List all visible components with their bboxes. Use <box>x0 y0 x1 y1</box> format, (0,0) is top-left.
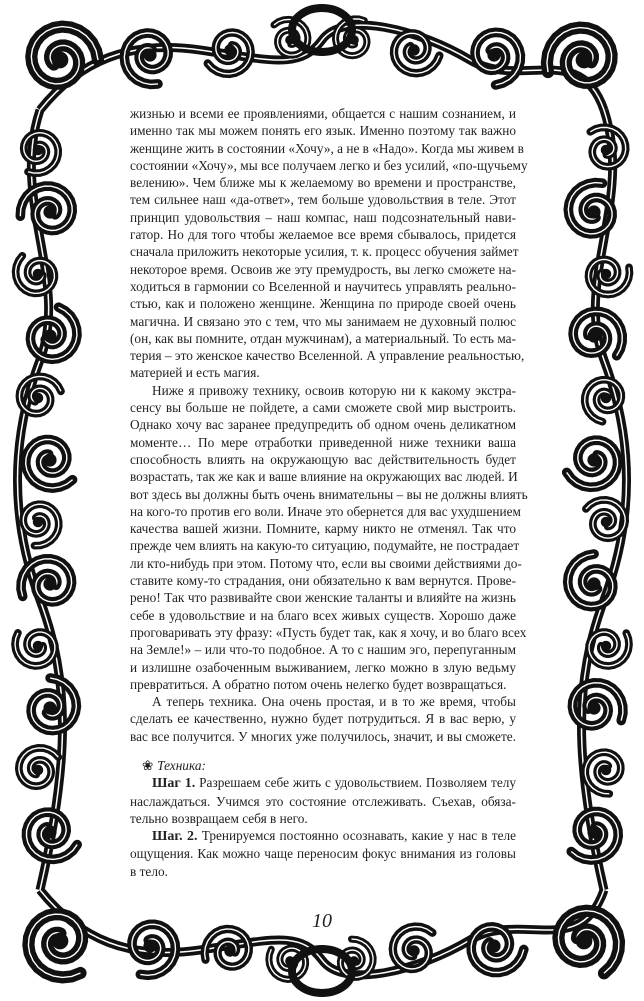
step-text: Разрешаем себе жить с удовольствием. Позволяем телу <box>199 775 517 791</box>
text-line: жизнью и всеми ее проявлениями, общается с нашим сознанием, и <box>130 106 516 121</box>
text-line: А теперь техника. Она очень простая, и в то же время, чтобы <box>152 694 516 710</box>
text-line: качества вашей жизни. Помните, карму никто не отменял. Так что <box>130 521 516 537</box>
page-number: 10 <box>312 910 332 932</box>
text-line: тельно возвращаем себя в него. <box>130 810 308 826</box>
scroll-center <box>487 939 500 952</box>
text-line: проговаривать эту фразу: «Пусть будет так, как я хочу, и во благо всех <box>130 624 527 640</box>
text-line: тем сильнее наш «да-ответ», тем больше удовольствия в теле. Этот <box>130 192 516 208</box>
scroll-center <box>43 453 56 466</box>
text-line: превратиться. А обратно потом очень нелегко будет возвращаться. <box>130 676 507 692</box>
scroll-center <box>143 48 156 61</box>
scroll-center <box>587 453 600 466</box>
text-line: именно так мы можем понять его язык. Именно поэтому так важно <box>130 123 516 139</box>
text-line: ходиться в гармонии со Вселенной и научитесь управлять реально- <box>130 278 516 294</box>
technique-step <box>130 827 516 880</box>
scroll-center <box>587 329 600 342</box>
text-line: велению». Чем ближе мы к желаемому во времени и пространстве, <box>130 175 516 191</box>
scroll-center <box>576 933 593 950</box>
scroll-center <box>408 44 419 55</box>
text-line: материей и есть магия. <box>130 365 260 381</box>
scroll-center <box>576 52 593 69</box>
text-line: моменте… По мере отработки приведенной ниже техники ваша <box>130 434 516 450</box>
text-line <box>130 774 516 792</box>
scroll-center <box>43 205 56 218</box>
flower-ornament-icon: ❀ <box>142 757 154 773</box>
text-line: (он, как вы помните, отдан мужчинам), а материальный. То есть ма- <box>130 330 516 346</box>
scroll-center <box>52 933 69 950</box>
scroll-center <box>587 701 600 714</box>
scroll-center <box>601 641 612 652</box>
text-line: возрастать, так же как и ваше влияние на окружающих вас людей. И <box>130 469 518 485</box>
text-line: некоторое время. Освоив же эту премудрость, вы легко сможете на- <box>130 261 516 277</box>
scroll-center <box>601 145 612 156</box>
scroll-center <box>33 641 44 652</box>
scroll-center <box>43 701 56 714</box>
step-label: Шаг 1. <box>152 776 196 792</box>
text-line: Однако хочу вас заранее предупредить об одном очень деликатном <box>130 417 516 433</box>
scroll-center <box>587 205 600 218</box>
technique-section <box>130 757 516 880</box>
text-line: вас все получится. У многих уже получилось, значит, и вы сможете. <box>130 728 516 744</box>
technique-heading-text: Техника: <box>157 757 206 773</box>
text-line: терия – это женское качество Вселенной. А управление реальностью, <box>130 348 525 364</box>
text-line: женщине жить в состоянии «Хочу», а не в «Надо». Когда мы живем в <box>130 140 524 156</box>
text-line: Ниже я привожу технику, освоив которую ни к какому экстра- <box>152 382 516 398</box>
scroll-center <box>33 269 44 280</box>
technique-step <box>130 774 516 827</box>
text-line: прежде чем влиять на какую-то ситуацию, подумайте, не пострадает <box>130 538 520 554</box>
text-line <box>130 827 516 845</box>
scroll-center <box>43 577 56 590</box>
text-line: на кого-то против его воли. Иначе это обернется для вас ухудшением <box>130 503 521 519</box>
paragraph <box>130 105 528 382</box>
text-line: наслаждаться. Учимся это состояние отслеживать. Съехав, обяза- <box>130 793 516 809</box>
scroll-center <box>224 44 235 55</box>
text-line: ставите кому-то страдания, они обязательно к вам вернутся. Прове- <box>130 573 516 589</box>
scroll-center <box>587 577 600 590</box>
text-line: вот здесь вы должны быть очень внимательны – вы не должны влиять <box>130 486 528 502</box>
text-line: себе в удовольствие и на благо всех живых существ. Хорошо даже <box>130 607 516 623</box>
paragraph <box>130 382 528 693</box>
scroll-center <box>33 145 44 156</box>
scroll-center <box>43 329 56 342</box>
step-label: Шаг. 2. <box>152 829 198 845</box>
text-line: на Земле!» – или что-то подобное. А то с нашим эго, перепуганным <box>130 642 516 658</box>
scroll-center <box>408 945 419 956</box>
text-line: гатор. Но для того чтобы желаемое все время сбывалось, придется <box>130 227 516 243</box>
text-line: и излишне озабоченным выживанием, легко можно в злую ведьму <box>130 659 516 675</box>
page-body-text <box>130 105 528 880</box>
scroll-center <box>33 765 44 776</box>
text-line: способность влиять на окружающую вас действительность будет <box>130 451 516 467</box>
text-line: рено! Так что развивайте свои женские таланты и влияйте на жизнь <box>130 590 516 606</box>
text-line: в тело. <box>130 863 168 879</box>
text-line: магична. И связано это с тем, что мы занимаем не духовный полюс <box>130 313 516 329</box>
text-line: сделать ее качественно, нужно будет потрудиться. Я в вас верю, у <box>130 711 516 727</box>
text-line: принцип удовольствия – наш компас, наш подсознательный нави- <box>130 209 516 225</box>
text-line: сначала приложить некоторые усилия, т. к. процесс обучения займет <box>130 244 519 260</box>
scroll-center <box>601 393 612 404</box>
scroll-center <box>224 945 235 956</box>
text-line: ли кто-нибудь при этом. Потому что, если вы своими действиями до- <box>130 555 522 571</box>
scroll-center <box>52 52 69 69</box>
scroll-center <box>43 825 56 838</box>
scroll-center <box>601 517 612 528</box>
technique-heading <box>130 757 516 774</box>
scroll-center <box>33 393 44 404</box>
step-text: Тренируемся постоянно осознавать, какие у нас в теле <box>201 828 517 844</box>
text-line: ощущения. Как можно чаще переносим фокус внимания из головы <box>130 846 516 862</box>
scroll-center <box>487 48 500 61</box>
scroll-center <box>33 517 44 528</box>
scroll-center <box>587 825 600 838</box>
paragraph <box>130 693 516 745</box>
text-line: сенсу вы больше не пойдете, а сами сможете свой мир выстроить. <box>130 400 516 416</box>
text-line: стью, как и положено женщине. Женщина по природе своей очень <box>130 296 516 312</box>
text-line: состоянии «Хочу», мы все получаем легко и без усилий, «по-щучьему <box>130 157 528 173</box>
scroll-center <box>601 765 612 776</box>
scroll-center <box>601 269 612 280</box>
scroll-center <box>143 939 156 952</box>
